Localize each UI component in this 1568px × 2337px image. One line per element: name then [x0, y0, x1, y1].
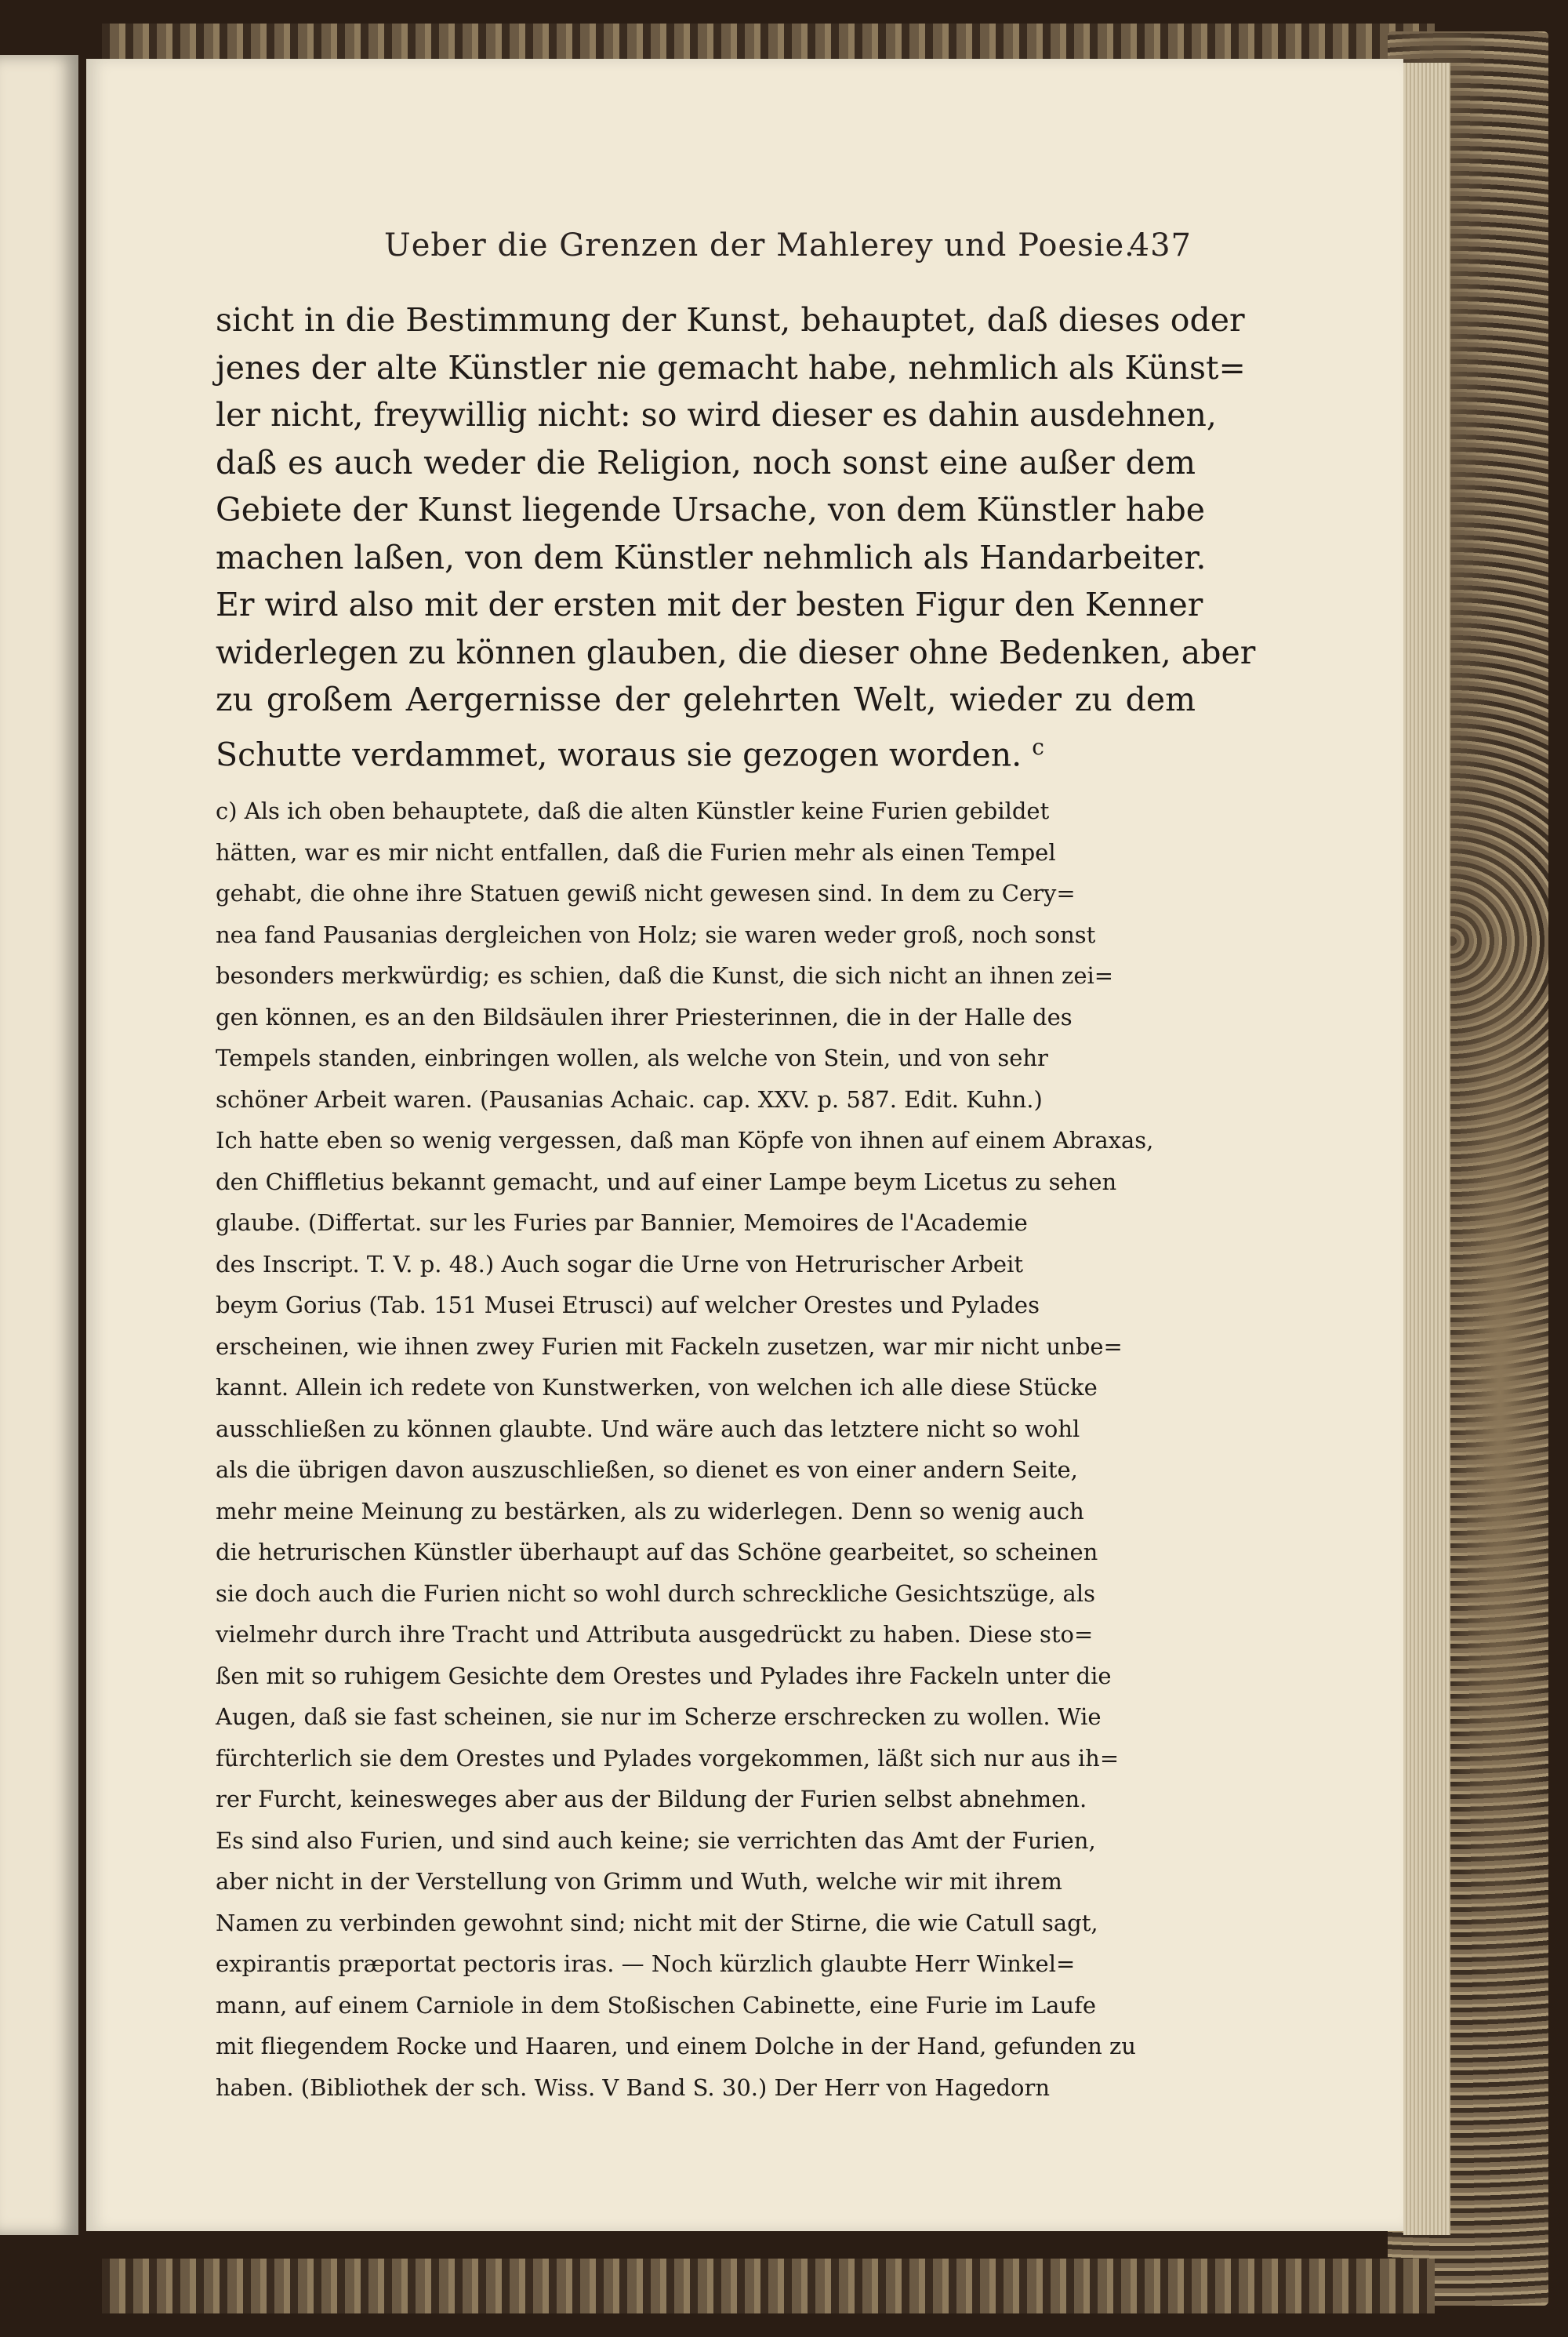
footnote-line: kannt. Allein ich redete von Kunstwerken, von welchen ich alle diese Stücke — [216, 1374, 1098, 1401]
left-page-edge — [0, 55, 78, 2235]
footnote-line: mehr meine Meinung zu bestärken, als zu widerlegen. Denn so wenig auch — [216, 1497, 1084, 1525]
footnote-line: mann, auf einem Carniole in dem Stoßischen Cabinette, eine Furie im Laufe — [216, 1991, 1096, 2019]
text-line: zu großem Aergernisse der gelehrten Welt, wieder zu dem — [216, 681, 1196, 718]
footnote-line: ausschließen zu können glaubte. Und wäre auch das letztere nicht so wohl — [216, 1415, 1080, 1442]
footnote-line: Ich hatte eben so wenig vergessen, daß man Köpfe von ihnen auf einem Abraxas, — [216, 1127, 1154, 1154]
text-line: machen laßen, von dem Künstler nehmlich als Handarbeiter. — [216, 538, 1207, 576]
footnote-line: den Chiffletius bekannt gemacht, und auf einer Lampe beym Licetus zu sehen — [216, 1168, 1117, 1195]
footnote-line: schöner Arbeit waren. (Pausanias Achaic. cap. XXV. p. 587. Edit. Kuhn.) — [216, 1085, 1043, 1113]
footnote-marker: c — [1032, 733, 1044, 760]
footnote-line: die hetrurischen Künstler überhaupt auf das Schöne gearbeitet, so scheinen — [216, 1539, 1098, 1565]
running-title: Ueber die Grenzen der Mahlerey und Poesie. — [384, 227, 1135, 264]
text-line: jenes der alte Künstler nie gemacht habe, nehmlich als Künst= — [216, 348, 1246, 387]
text-line: Gebiete der Kunst liegende Ursache, von dem Künstler habe — [216, 491, 1206, 529]
footnote-line: erscheinen, wie ihnen zwey Furien mit Fackeln zusetzen, war mir nicht unbe= — [216, 1332, 1123, 1360]
footnote-line: hätten, war es mir nicht entfallen, daß die Furien mehr als einen Tempel — [216, 838, 1056, 866]
text-line: daß es auch weder die Religion, noch sonst eine außer dem — [216, 443, 1196, 482]
page-number: 437 — [1129, 227, 1192, 264]
main-text — [216, 296, 1256, 779]
footnote-line: vielmehr durch ihre Tracht und Attributa ausgedrückt zu haben. Diese sto= — [216, 1621, 1094, 1648]
footnote-line: Namen zu verbinden gewohnt sind; nicht mit der Stirne, die wie Catull sagt, — [216, 1909, 1098, 1936]
footnote-line: beym Gorius (Tab. 151 Musei Etrusci) auf welcher Orestes und Pylades — [216, 1292, 1040, 1318]
footnote-line: c) Als ich oben behauptete, daß die alten Künstler keine Furien gebildet — [216, 798, 1050, 824]
text-line-last — [216, 724, 1196, 779]
footnote-line: expirantis præportat pectoris iras. — Noch kürzlich glaubte Herr Winkel= — [216, 1950, 1076, 1977]
footnote-line: Tempels standen, einbringen wollen, als welche von Stein, und von sehr — [216, 1045, 1048, 1071]
footnote-line: des Inscript. T. V. p. 48.) Auch sogar die Urne von Hetrurischer Arbeit — [216, 1250, 1023, 1278]
page-stack-edge — [1403, 63, 1450, 2235]
footnote-line: besonders merkwürdig; es schien, daß die Kunst, die sich nicht an ihnen zei= — [216, 962, 1114, 989]
footnote-line: gen können, es an den Bildsäulen ihrer Priesterinnen, die in der Halle des — [216, 1003, 1073, 1030]
text-line: ler nicht, freywillig nicht: so wird dieser es dahin ausdehnen, — [216, 396, 1217, 434]
footnote-line: fürchterlich sie dem Orestes und Pylades vorgekommen, läßt sich nur aus ih= — [216, 1744, 1120, 1772]
book-bottom-edge — [102, 2259, 1435, 2313]
footnote — [216, 791, 1211, 2108]
footnote-line: glaube. (Differtat. sur les Furies par Bannier, Memoires de l'Academie — [216, 1209, 1028, 1236]
footnote-line: sie doch auch die Furien nicht so wohl durch schreckliche Gesichtszüge, als — [216, 1579, 1096, 1607]
footnote-line: ßen mit so ruhigem Gesichte dem Orestes und Pylades ihre Fackeln unter die — [216, 1662, 1112, 1689]
text-line: sicht in die Bestimmung der Kunst, behauptet, daß dieses oder — [216, 301, 1245, 339]
footnote-line: nea fand Pausanias dergleichen von Holz; sie waren weder groß, noch sonst — [216, 921, 1096, 948]
footnote-line: als die übrigen davon auszuschließen, so dienet es von einer andern Seite, — [216, 1456, 1078, 1483]
footnote-line: rer Furcht, keinesweges aber aus der Bildung der Furien selbst abnehmen. — [216, 1786, 1087, 1812]
text-line: Er wird also mit der ersten mit der besten Figur den Kenner — [216, 586, 1203, 623]
footnote-line: Augen, daß sie fast scheinen, sie nur im Scherze erschrecken zu wollen. Wie — [216, 1703, 1102, 1730]
footnote-line: aber nicht in der Verstellung von Grimm und Wuth, welche wir mit ihrem — [216, 1868, 1062, 1895]
footnote-line: haben. (Bibliothek der sch. Wiss. V Band S. 30.) Der Herr von Hagedorn — [216, 2073, 1051, 2101]
footnote-line: mit fliegendem Rocke und Haaren, und einem Dolche in der Hand, gefunden zu — [216, 2033, 1136, 2059]
footnote-line: gehabt, die ohne ihre Statuen gewiß nicht gewesen sind. In dem zu Cery= — [216, 880, 1076, 907]
text-line: widerlegen zu können glauben, die dieser ohne Bedenken, aber — [216, 633, 1256, 671]
text-line-last-content: Schutte verdammet, woraus sie gezogen worden. — [216, 736, 1022, 774]
footnote-line: Es sind also Furien, und sind auch keine; sie verrichten das Amt der Furien, — [216, 1826, 1096, 1854]
running-header — [298, 227, 1192, 274]
